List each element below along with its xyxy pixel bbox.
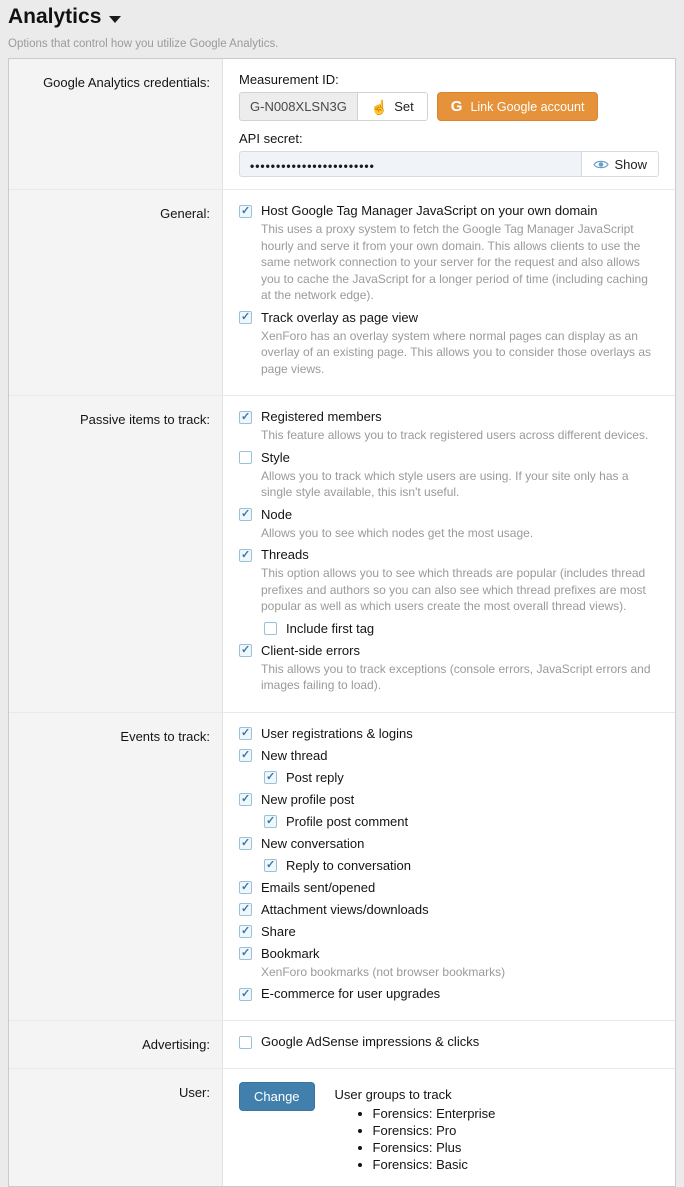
checkbox-label: Post reply [286, 769, 344, 785]
checkbox[interactable] [239, 205, 252, 218]
checkbox-option-user-registrations-logins[interactable] [239, 726, 659, 742]
checkbox[interactable] [239, 793, 252, 806]
checkbox[interactable] [239, 988, 252, 1001]
form-row-general [9, 189, 675, 395]
change-user-groups-button[interactable]: Change [239, 1082, 315, 1111]
checkbox-item-profile-post-comment [264, 814, 659, 830]
checkbox-option-attachment-views-downloads[interactable] [239, 902, 659, 918]
checkbox-item-reply-to-conversation [264, 858, 659, 874]
show-button-label: Show [614, 156, 647, 172]
page-title-text: Analytics [8, 5, 102, 28]
set-button-label: Set [394, 99, 414, 114]
eye-icon [593, 159, 609, 170]
checkbox[interactable] [264, 815, 277, 828]
checkbox-option-share[interactable] [239, 924, 659, 940]
checkbox-item-google-adsense-impressions-clicks [239, 1034, 659, 1050]
checkbox-option-new-profile-post[interactable] [239, 792, 659, 808]
checkbox-option-profile-post-comment[interactable] [264, 814, 659, 830]
checkbox-description: Allows you to see which nodes get the most usage. [261, 525, 534, 540]
row-label-advertising: Advertising: [9, 1021, 223, 1068]
checkbox[interactable] [239, 1036, 252, 1049]
form-row-advertising [9, 1020, 675, 1068]
checkbox-item-share [239, 924, 659, 940]
credentials-content [223, 59, 675, 189]
checkbox[interactable] [239, 311, 252, 324]
checkbox-rows-container [9, 189, 675, 1068]
checkbox[interactable] [239, 749, 252, 762]
checkbox-item-style [239, 450, 659, 501]
show-secret-button[interactable] [581, 151, 659, 177]
checkbox[interactable] [264, 859, 277, 872]
checkbox-option-bookmark[interactable] [239, 946, 659, 962]
page-subtitle: Options that control how you utilize Google Analytics. [8, 38, 279, 50]
row-label-events-to-track: Events to track: [9, 713, 223, 1021]
measurement-id-row [239, 92, 659, 121]
checkbox-label: Client-side errors [261, 642, 360, 658]
checkbox[interactable] [239, 881, 252, 894]
checkbox-item-include-first-tag [264, 621, 659, 637]
measurement-id-label: Measurement ID: [239, 72, 339, 87]
checkbox-description: This option allows you to see which threads are popular (includes thread prefixes and authors so you can also see which thread prefixes are most popular as well as which users create the most overall thread views). [261, 566, 646, 613]
row-content-general [223, 190, 675, 395]
checkbox-option-reply-to-conversation[interactable] [264, 858, 659, 874]
checkbox-label: Threads [261, 547, 309, 562]
checkbox-description: XenForo bookmarks (not browser bookmarks) [261, 964, 506, 979]
checkbox-label: Attachment views/downloads [261, 901, 429, 917]
checkbox[interactable] [239, 411, 252, 424]
checkbox-item-threads [239, 547, 659, 615]
checkbox-label: Registered members [261, 409, 382, 424]
checkbox-label: User registrations & logins [261, 725, 413, 741]
chevron-down-icon[interactable] [109, 16, 121, 23]
checkbox-description: This feature allows you to track registered users across different devices. [261, 428, 649, 442]
set-button[interactable] [357, 92, 428, 121]
list-item: • Forensics: Basic [373, 1157, 496, 1172]
row-user [9, 1068, 675, 1186]
checkbox[interactable] [264, 771, 277, 784]
checkbox-option-host-google-tag-manager-javascript-on-your-own-domain[interactable] [239, 203, 659, 219]
list-item: • Forensics: Plus [373, 1140, 496, 1155]
checkbox-option-e-commerce-for-user-upgrades[interactable] [239, 986, 659, 1002]
checkbox-item-bookmark [239, 946, 659, 981]
checkbox-label: E-commerce for user upgrades [261, 986, 441, 1001]
checkbox[interactable] [239, 837, 252, 850]
user-groups-title: User groups to track [334, 1087, 452, 1102]
row-content-advertising [223, 1021, 675, 1068]
row-label-passive-items-to-track: Passive items to track: [9, 396, 223, 712]
api-secret-group [239, 151, 659, 177]
checkbox-item-new-conversation [239, 836, 659, 852]
checkbox-label: Include first tag [286, 620, 375, 636]
checkbox-option-google-adsense-impressions-clicks[interactable] [239, 1034, 659, 1050]
row-google-analytics-credentials [9, 59, 675, 189]
checkbox-item-registered-members [239, 409, 659, 444]
checkbox-item-emails-sent-opened [239, 880, 659, 896]
checkbox-description: This allows you to track exceptions (console errors, JavaScript errors and images failing to load). [261, 661, 651, 692]
checkbox[interactable] [239, 451, 252, 464]
checkbox-label: New thread [261, 747, 328, 763]
checkbox-option-registered-members[interactable] [239, 409, 659, 425]
checkbox-item-track-overlay-as-page-view [239, 310, 659, 378]
checkbox-description: XenForo has an overlay system where normal pages can display as an overlay of an existing page. This allows you to consider those overlays as page views. [261, 328, 651, 376]
checkbox-label: Node [261, 506, 293, 522]
checkbox-label: Share [261, 923, 296, 939]
list-item: • Forensics: Enterprise [373, 1106, 496, 1121]
page-header [0, 0, 684, 50]
checkbox[interactable] [239, 903, 252, 916]
row-label-user: User: [9, 1069, 223, 1186]
page-title [8, 5, 674, 29]
checkbox-item-new-profile-post [239, 792, 659, 808]
checkbox[interactable] [239, 727, 252, 740]
checkbox-label: New conversation [261, 835, 365, 851]
row-label-general: General: [9, 190, 223, 395]
checkbox[interactable] [239, 644, 252, 657]
checkbox-option-new-thread[interactable] [239, 748, 659, 764]
measurement-id-group [239, 92, 428, 121]
checkbox-label: Style [261, 449, 290, 465]
checkbox-option-new-conversation[interactable] [239, 836, 659, 852]
checkbox-label: Bookmark [261, 945, 320, 961]
api-secret-label: API secret: [239, 131, 303, 146]
row-content-events-to-track [223, 713, 675, 1021]
form-row-events-to-track [9, 712, 675, 1021]
checkbox-item-e-commerce-for-user-upgrades [239, 986, 659, 1002]
checkbox-option-style[interactable] [239, 450, 659, 466]
checkbox-item-client-side-errors [239, 643, 659, 694]
checkbox-item-post-reply [264, 770, 659, 786]
link-google-account-button[interactable] [437, 92, 599, 121]
list-item: • Forensics: Pro [373, 1123, 496, 1138]
checkbox-label: Reply to conversation [286, 857, 412, 873]
checkbox-item-node [239, 507, 659, 542]
link-google-account-label: Link Google account [470, 99, 585, 114]
user-content [223, 1069, 675, 1186]
checkbox-item-user-registrations-logins [239, 726, 659, 742]
checkbox[interactable] [239, 508, 252, 521]
row-content-passive-items-to-track [223, 396, 675, 712]
checkbox-item-host-google-tag-manager-javascript-on-your-own-domain [239, 203, 659, 304]
checkbox-option-threads[interactable] [239, 547, 659, 563]
checkbox[interactable] [239, 549, 252, 562]
checkbox-description: This uses a proxy system to fetch the Google Tag Manager JavaScript hourly and serve it from your own domain. This allows clients to use the same network connection to your server for the request and also allows you to cache the JavaScript for a longer period of time (including caching at the network edge). [261, 222, 648, 302]
checkbox-label: New profile post [261, 791, 355, 807]
checkbox-item-new-thread [239, 748, 659, 764]
checkbox-label: Google AdSense impressions & clicks [261, 1034, 480, 1049]
checkbox[interactable] [239, 947, 252, 960]
options-panel [8, 58, 676, 1187]
row-label-credentials: Google Analytics credentials: [9, 59, 223, 189]
checkbox-label: Track overlay as page view [261, 309, 419, 325]
api-secret-input[interactable]: •••••••••••••••••••••••• [239, 151, 581, 177]
form-row-passive-items-to-track [9, 395, 675, 712]
checkbox-label: Profile post comment [286, 813, 409, 829]
google-g-icon: G [450, 98, 463, 115]
checkbox-label: Host Google Tag Manager JavaScript on your own domain [261, 203, 598, 218]
checkbox-option-post-reply[interactable] [264, 770, 659, 786]
checkbox[interactable] [239, 925, 252, 938]
checkbox-option-node[interactable] [239, 507, 659, 523]
checkbox-option-track-overlay-as-page-view[interactable] [239, 310, 659, 326]
user-groups-list [335, 1106, 496, 1172]
checkbox-item-attachment-views-downloads [239, 902, 659, 918]
checkbox-option-emails-sent-opened[interactable] [239, 880, 659, 896]
checkbox[interactable] [264, 622, 277, 635]
checkbox-description: Allows you to track which style users are using. If your site only has a single style available, this isn't useful. [261, 468, 629, 499]
pointer-hand-icon: ☝ [370, 98, 389, 115]
checkbox-option-client-side-errors[interactable] [239, 643, 659, 659]
measurement-id-input[interactable]: G-N008XLSN3G [239, 92, 357, 121]
checkbox-option-include-first-tag[interactable] [264, 621, 659, 637]
user-groups [335, 1082, 496, 1174]
checkbox-label: Emails sent/opened [261, 879, 376, 895]
